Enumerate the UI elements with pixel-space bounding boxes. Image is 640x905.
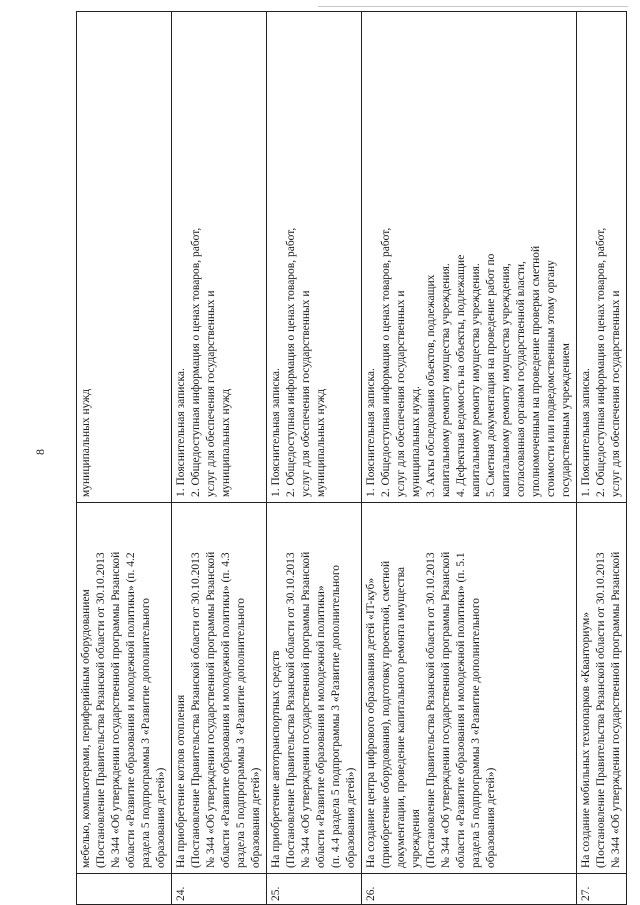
documents-line: 2. Общедоступная информация о ценах товаров, работ, (595, 227, 607, 497)
documents-line: муниципальных нужд (80, 388, 92, 497)
documents-line: 2. Общедоступная информация о ценах товаров, работ, (285, 227, 297, 497)
documents-line: муниципальных нужд. (410, 386, 422, 497)
purpose-line: (Постановление Правительства Рязанской области от 30.10.2013 (95, 552, 107, 868)
purpose-line: раздела 5 подпрограммы 3 «Развитие дополнительного (470, 597, 482, 868)
purpose-line: № 344 «Об утверждении государственной программы Рязанской (300, 551, 312, 868)
purpose-line: учреждения (410, 809, 422, 868)
documents-line: уполномоченным на проведение проверки сметной (530, 245, 542, 497)
table-row (172, 12, 267, 905)
purpose-line: образования детей») (250, 767, 262, 868)
documents-line: капитальному ремонту имущества учреждения, (500, 263, 512, 497)
purpose-line: области «Развитие образования и молодежной политики» (п. 5.1 (455, 552, 467, 868)
purpose-line: мебелью, компьютерами, периферийным оборудованием (80, 589, 92, 868)
documents-line: 2. Общедоступная информация о ценах товаров, работ, (380, 227, 392, 497)
funding-table (76, 11, 627, 905)
documents-line: 5. Сметная документация на проведение работ по (485, 253, 497, 497)
purpose-line: № 344 «Об утверждении государственной программы Рязанской (205, 551, 217, 868)
documents-line: муниципальных нужд (315, 388, 327, 497)
documents-line: 1. Пояснительная записка. (365, 368, 377, 497)
row-number: 25. (267, 874, 362, 905)
documents-cell (362, 12, 577, 503)
table-row (267, 12, 362, 905)
purpose-line: № 344 «Об утверждении государственной программы Рязанской (110, 551, 122, 868)
documents-cell (267, 12, 362, 503)
rotated-page (76, 12, 622, 905)
table-row (362, 12, 577, 905)
purpose-line: области «Развитие образования и молодежной политики» (п. 4.3 (220, 552, 232, 868)
scan-edge-line (318, 6, 628, 7)
row-number: 26. (362, 874, 577, 905)
documents-line: капитальному ремонту имущества учреждения. (470, 263, 482, 497)
table-body (77, 12, 627, 905)
documents-line: муниципальных нужд (220, 388, 232, 497)
documents-line: согласованная органом государственной власти, (515, 261, 527, 497)
purpose-cell (577, 503, 627, 874)
purpose-cell (77, 503, 172, 874)
row-number: 27. (577, 874, 627, 905)
purpose-line: (приобретение оборудования), подготовку проектной, сметной (380, 560, 392, 868)
purpose-line: (Постановление Правительства Рязанской области от 30.10.2013 (595, 552, 607, 868)
purpose-line: № 344 «Об утверждении государственной программы Рязанской (440, 551, 452, 868)
documents-line: стоимости или подведомственным этому органу (545, 260, 557, 497)
documents-line: 3. Акты обследования объектов, подлежащих (425, 274, 437, 497)
documents-line: услуг для обеспечения государственных и (395, 290, 407, 497)
purpose-cell (172, 503, 267, 874)
documents-line: 1. Пояснительная записка. (580, 368, 592, 497)
purpose-cell (267, 503, 362, 874)
documents-line: услуг для обеспечения государственных и (205, 290, 217, 497)
documents-line: услуг для обеспечения государственных и (610, 290, 622, 497)
documents-line: 1. Пояснительная записка. (175, 368, 187, 497)
page-number: 8 (33, 449, 47, 455)
purpose-line: (Постановление Правительства Рязанской области от 30.10.2013 (285, 552, 297, 868)
purpose-line: (Постановление Правительства Рязанской области от 30.10.2013 (425, 552, 437, 868)
purpose-cell (362, 503, 577, 874)
documents-line: капитальному ремонту имущества учреждения. (440, 263, 452, 497)
purpose-line: На создание мобильных технопарков «Кванториум» (580, 611, 592, 868)
purpose-line: раздела 5 подпрограммы 3 «Развитие дополнительного (140, 597, 152, 868)
purpose-line: (п. 4.4 раздела 5 подпрограммы 3 «Развитие дополнительного (330, 564, 342, 868)
purpose-line: На создание центра цифрового образования детей «IT-куб» (365, 577, 377, 868)
documents-cell (172, 12, 267, 503)
documents-line: 1. Пояснительная записка. (270, 368, 282, 497)
purpose-line: документации, проведение капитального ремонта имущества (395, 567, 407, 868)
purpose-line: (Постановление Правительства Рязанской области от 30.10.2013 (190, 552, 202, 868)
row-number (77, 874, 172, 905)
documents-line: услуг для обеспечения государственных и (300, 290, 312, 497)
purpose-line: На приобретение котлов отопления (175, 694, 187, 868)
purpose-line: области «Развитие образования и молодежной политики» (п. 4.2 (125, 552, 137, 868)
purpose-line: На приобретение автотранспортных средств (270, 650, 282, 868)
table-row (77, 12, 172, 905)
purpose-line: образования детей») (155, 767, 167, 868)
table-row (577, 12, 627, 905)
documents-line: 4. Дефектная ведомость на объекты, подлежащие (455, 254, 467, 497)
documents-cell (577, 12, 627, 503)
row-number: 24. (172, 874, 267, 905)
purpose-line: № 344 «Об утверждении государственной программы Рязанской (610, 551, 622, 868)
documents-cell (77, 12, 172, 503)
purpose-line: раздела 5 подпрограммы 3 «Развитие дополнительного (235, 597, 247, 868)
purpose-line: образования детей») (345, 767, 357, 868)
purpose-line: образования детей») (485, 767, 497, 868)
purpose-line: области «Развитие образования и молодежной политики» (315, 585, 327, 868)
documents-line: 2. Общедоступная информация о ценах товаров, работ, (190, 227, 202, 497)
documents-line: государственным учреждением (560, 343, 572, 497)
